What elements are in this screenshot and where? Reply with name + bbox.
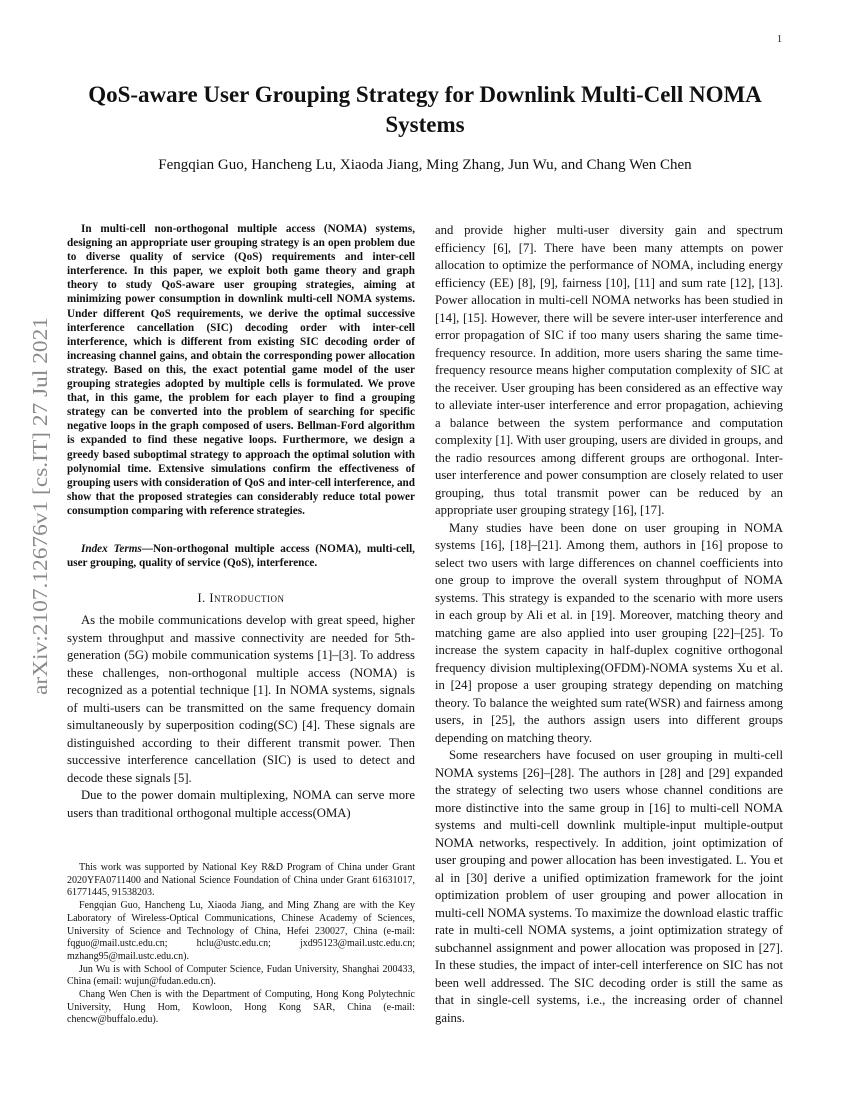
index-terms-text: —Non-orthogonal multiple access (NOMA), multi-cell, user grouping, quality of service (QoS), interference. <box>67 542 415 570</box>
paper-title-line-1: QoS-aware User Grouping Strategy for Downlink Multi-Cell NOMA <box>88 82 762 107</box>
section-heading-introduction: I. Introduction <box>197 591 285 606</box>
body-paragraph-continued: and provide higher multi-user diversity gain and spectrum efficiency [6], [7]. There have been many attempts on power allocation to optimize the performance of NOMA, including energy efficiency (EE) [8], [9], fairness [10], [11] and sum rate [12], [13]. Power allocation in multi-cell NOMA networks has been studied in [14], [15]. However, there will be severe inter-user interference and error propagation of SIC if too many users sharing the same time-frequency resource. In addition, more users sharing the same time-frequency resource means higher computation complexity of SIC at the receiver. User grouping has been considered as an effective way to alleviate inter-user interference and error propagation, achieving a balance between the system performance and computation complexity [1]. With user grouping, users are divided in groups, and the radio resources among different groups are orthogonal. Inter-user interference and power consumption are closely related to user grouping, thus total transmit power can be reduced by an appropriate user grouping strategy [16], [17]. <box>435 223 783 517</box>
left-column <box>67 222 415 822</box>
body-paragraph-multi-cell: Some researchers have focused on user grouping in multi-cell NOMA systems [26]–[28]. The authors in [28] and [29] expanded the strategy of selecting two users whose channel conditions are more distinctive into the same group in [16] to multi-cell NOMA systems and multi-cell downlink multiple-input multiple-output NOMA networks, respectively. In addition, joint optimization of user grouping and power allocation has been investigated. L. You et al in [30] derive a unified optimization framework for the joint optimization problem of user grouping and power allocation in multi-cell NOMA systems. To maximize the download elastic traffic rate in multi-cell NOMA systems, a joint optimization strategy of subchannel assignment and power allocation was proposed in [27]. In these studies, the impact of inter-cell interference on SIC has not been well addressed. The SIC decoding order is still the same as that in single-cell systems, i.e., the increasing order of channel gains. <box>435 748 783 1025</box>
footnote-funding: This work was supported by National Key R&D Program of China under Grant 2020YFA0711400 and National Science Foundation of China under Grant 61631017, 61771445, 91538203. <box>67 862 415 899</box>
index-terms <box>67 542 415 570</box>
paper-title-line-2: Systems <box>385 112 465 137</box>
footnote-affiliation-polyu: Chang Wen Chen is with the Department of Computing, Hong Kong Polytechnic University, Hung Hom, Kowloon, Hong Kong SAR, China (e-mail: chencw@buffalo.edu). <box>67 989 415 1026</box>
intro-paragraph-2: Due to the power domain multiplexing, NOMA can serve more users than traditional orthogonal multiple access(OMA) <box>67 788 415 820</box>
footnote-affiliation-fudan: Jun Wu is with School of Computer Science, Fudan University, Shanghai 200433, China (email: wujun@fudan.edu.cn). <box>67 963 415 988</box>
body-paragraph-user-grouping: Many studies have been done on user grouping in NOMA systems [16], [18]–[21]. Among them, authors in [16] propose to select two users with large differences on channel coefficients into one group to improve the overall system throughput of NOMA systems. This strategy is expanded to the scenario with more users in each group by Ali et al. in [19]. Moreover, matching theory and matching game are also applied into user grouping [22]–[25]. To increase the system capacity in half-duplex cognitive orthogonal frequency division multiplexing(OFDM)-NOMA systems Xu et al. in [24] propose a user grouping strategy depending on matching theory. To balance the weighted sum rate(WSR) and fairness among users, in [25], the authors assign users into different groups depending on matching theory. <box>435 520 783 745</box>
right-column <box>435 222 783 1027</box>
intro-paragraph-1: As the mobile communications develop with great speed, higher system throughput and massive connectivity are needed for 5th-generation (5G) mobile communication systems [1]–[3]. To address these challenges, non-orthogonal multiple access (NOMA) is recognized as a potential technique [1]. In NOMA systems, signals of multi-users can be transmitted on the same frequency domain simultaneously by superposition coding(SC) [4]. These signals are distinguished according to their different transmit power. Then successive interference cancellation (SIC) is used to detect and decode these signals [5]. <box>67 613 415 785</box>
index-terms-label: Index Terms <box>81 542 142 555</box>
footnotes <box>67 862 415 1027</box>
author-list: Fengqian Guo, Hancheng Lu, Xiaoda Jiang, Ming Zhang, Jun Wu, and Chang Wen Chen <box>158 157 692 173</box>
arxiv-identifier-text: arXiv:2107.12676v1 [cs.IT] 27 Jul 2021 <box>28 355 52 695</box>
abstract: In multi-cell non-orthogonal multiple access (NOMA) systems, designing an appropriate user grouping strategy is an open problem due to diverse quality of service (QoS) requirements and inter-cell interference. In this paper, we exploit both game theory and graph theory to study QoS-aware user grouping strategies, aiming at minimizing power consumption in downlink multi-cell NOMA systems. Under different QoS requirements, we derive the optimal successive interference cancellation (SIC) decoding order with inter-cell interference, which is different from existing SIC decoding order of increasing channel gains, and obtain the corresponding power allocation strategy. Based on this, the exact potential game model of the user grouping strategies adopted by multiple cells is formulated. We prove that, in this game, the problem for each player to find a grouping strategy can be converted into the problem of searching for specific negative loops in the graph composed of users. Bellman-Ford algorithm is expanded to find these negative loops. Furthermore, we design a greedy based suboptimal strategy to approach the optimal solution with polynomial time. Extensive simulations confirm the effectiveness of grouping users with consideration of QoS and inter-cell interference, and show that the proposed strategies can considerably reduce total power consumption comparing with reference strategies. <box>67 223 415 517</box>
page-number: 1 <box>777 34 782 45</box>
arxiv-identifier-stamp <box>28 315 52 695</box>
footnote-affiliation-ustc: Fengqian Guo, Hancheng Lu, Xiaoda Jiang, and Ming Zhang are with the Key Laboratory of Wireless-Optical Communications, Chinese Academy of Sciences, University of Science and Technology of China, Hefei 230027, China (e-mail: fqguo@mail.ustc.edu.cn; hclu@ustc.edu.cn; jxd95123@mail.ustc.edu.cn; mzhang95@mail.ustc.edu.cn). <box>67 900 415 962</box>
paper-title <box>60 80 790 140</box>
